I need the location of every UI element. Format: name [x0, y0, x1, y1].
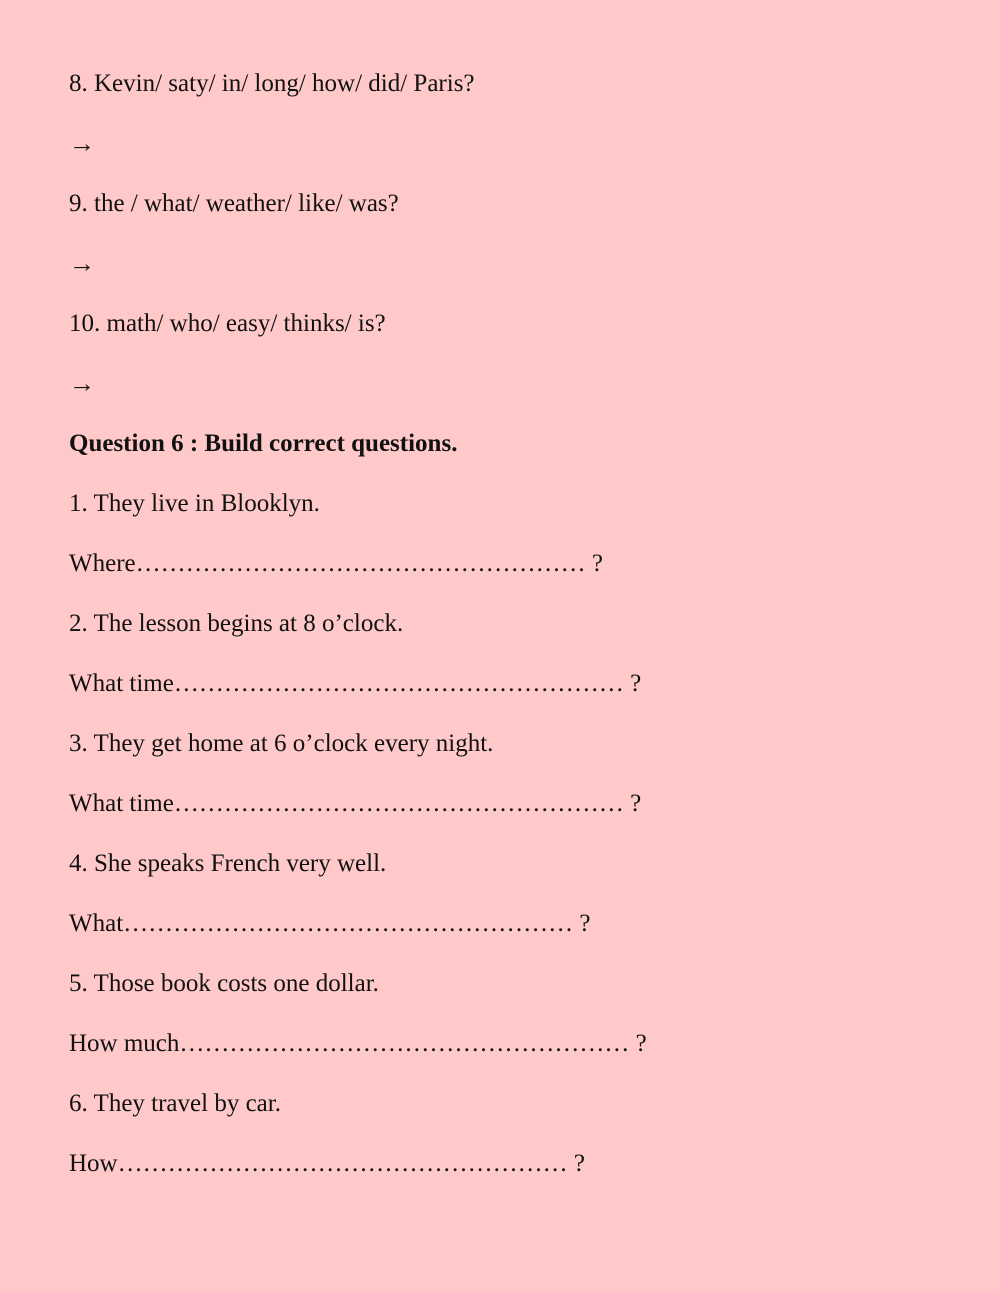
q6-sentence-5: 5. Those book costs one dollar. — [69, 970, 379, 997]
answer-arrow: → — [69, 369, 95, 398]
q6-sentence-3: 3. They get home at 6 o’clock every night. — [69, 730, 494, 757]
q6-prompt-2: What time……………………………………………… ? — [69, 670, 642, 697]
q6-prompt-1: Where……………………………………………… ? — [69, 550, 603, 577]
answer-arrow: → — [69, 249, 95, 278]
q6-prompt-4: What……………………………………………… ? — [69, 910, 591, 937]
item-8-jumbled: 8. Kevin/ saty/ in/ long/ how/ did/ Paris? — [69, 70, 475, 97]
q6-prompt-5: How much……………………………………………… ? — [69, 1030, 647, 1057]
answer-arrow: → — [69, 129, 95, 158]
q6-sentence-4: 4. She speaks French very well. — [69, 850, 387, 877]
q6-sentence-6: 6. They travel by car. — [69, 1090, 281, 1117]
q6-prompt-6: How……………………………………………… ? — [69, 1150, 585, 1177]
item-10-jumbled: 10. math/ who/ easy/ thinks/ is? — [69, 310, 386, 337]
item-9-jumbled: 9. the / what/ weather/ like/ was? — [69, 190, 399, 217]
q6-sentence-2: 2. The lesson begins at 8 o’clock. — [69, 610, 404, 637]
question-6-heading: Question 6 : Build correct questions. — [69, 430, 458, 457]
q6-sentence-1: 1. They live in Blooklyn. — [69, 490, 320, 517]
q6-prompt-3: What time……………………………………………… ? — [69, 790, 642, 817]
